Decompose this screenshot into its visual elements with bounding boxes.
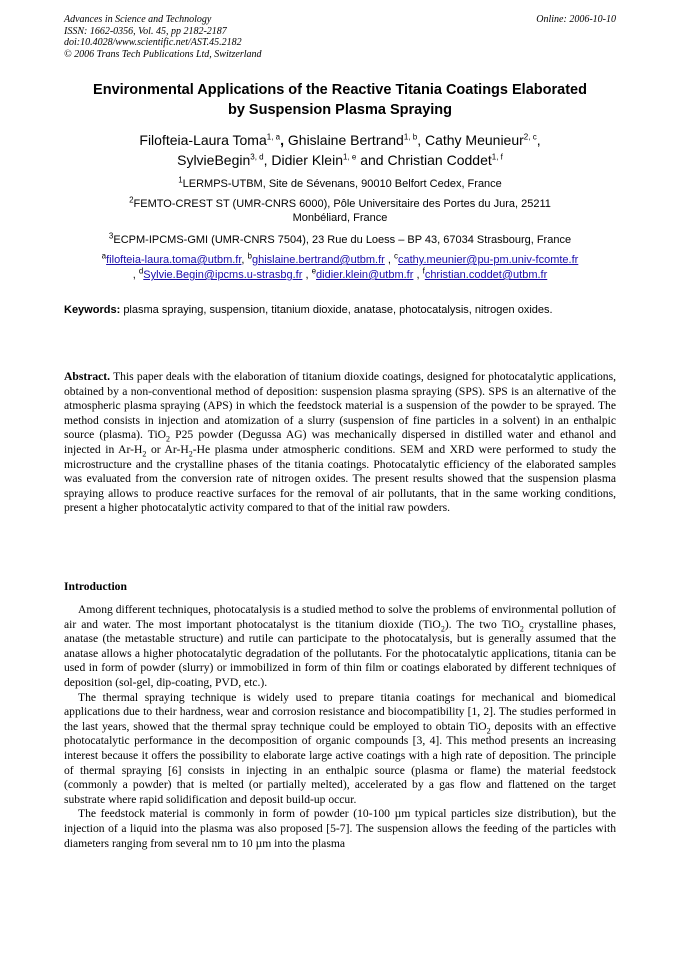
introduction-heading: Introduction [64, 580, 127, 593]
affiliation-number: 2 [129, 195, 134, 205]
intro-paragraph-3: The feedstock material is commonly in form of powder (10-100 µm typical particles size distribution), but the injection of a liquid into the plasma was also proposed [5-7]. The suspension allows the feeding of the particles with diameters ranging from several nm to 10 µm into the plasma [64, 807, 616, 850]
affiliation-3 [64, 233, 616, 247]
affiliation-text: ECPM-IPCMS-GMI (UMR-CNRS 7504), 23 Rue du Loess – BP 43, 67034 Strasbourg, France [113, 234, 572, 246]
intro-text: deposits with an effective photocatalytic performance in the decomposition of organic compounds [3, 4]. This method presents an increasing interest because it offers the possibility to elaborate large active coatings with a high rate of deposition. The principle of thermal spraying [6] consists in injecting in an enthalpic source (plasma or flame) the material feedstock (commonly a powder) that is melted (or partially melted), accelerated by a gas flow and flattened on the target substrate where rapid solidification and deposit build-up occur. [64, 719, 616, 806]
title-line-2: by Suspension Plasma Spraying [227, 102, 452, 118]
online-date: Online: 2006-10-10 [536, 14, 616, 25]
abstract-section [64, 370, 616, 516]
author-name: Christian Coddet [387, 152, 492, 168]
email-link-klein[interactable]: didier.klein@utbm.fr [316, 269, 414, 281]
affiliation-2 [64, 197, 616, 225]
abstract-text: or Ar-H [146, 442, 189, 456]
author-list: Filofteia-Laura Toma$^{1, a}$, Ghislaine Bertrand$^{1, b}$, Cathy Meunieur$^{2, c}$, SylvieBegin$^{3, d}$, Didier Klein$^{1, e}$ and Christian Coddet$^{1, f}$ [139, 132, 541, 168]
affiliation-text-cont: Monbéliard, France [292, 212, 388, 224]
intro-text: ). The two TiO [444, 617, 520, 631]
intro-paragraph-1 [64, 603, 616, 691]
abstract-text: P25 powder (Degussa AG) was mechanically dispersed in distilled water and ethanol and injected in Ar-H [64, 428, 616, 456]
email-link-toma[interactable]: filofteia-laura.toma@utbm.fr [106, 254, 242, 266]
paper-title [60, 80, 620, 120]
author-name: Cathy Meunieur [424, 132, 524, 148]
keywords-label: Keywords: [64, 304, 121, 316]
email-mark: f [422, 266, 425, 276]
author-affil-mark: 1, a [266, 132, 281, 142]
email-mark: d [138, 266, 144, 276]
intro-paragraph-2 [64, 691, 616, 808]
affiliation-1 [64, 177, 616, 191]
intro-text: Among different techniques, photocatalysis is a studied method to solve the problems of environmental pollution of air and water. The most important photocatalyst is the titanium dioxide (TiO [64, 603, 616, 631]
copyright-line: © 2006 Trans Tech Publications Ltd, Switzerland [64, 48, 262, 60]
author-conjunction: and [360, 152, 384, 168]
author-name: Filofteia-Laura Toma [139, 132, 267, 148]
intro-text: crystalline phases, anatase (the metastable structure) and rutile can participate to the photocatalysis, but is generally assumed that the anatase allows a higher photocatalytic degradation of the pollutants. For the photocatalytic applications, titania can be used in form of powder (slurry) or immobilized in form of thin film or coatings elaborated by different techniques of deposition (sol-gel, dip-coating, PVD, etc.). [64, 617, 616, 689]
email-link-coddet[interactable]: christian.coddet@utbm.fr [424, 269, 548, 281]
affiliation-text: LERMPS-UTBM, Site de Sévenans, 90010 Belfort Cedex, France [182, 178, 502, 190]
doi-line: doi:10.4028/www.scientific.net/AST.45.2182 [64, 37, 242, 48]
email-link-meunier[interactable]: cathy.meunier@pu-pm.univ-fcomte.fr [398, 254, 579, 266]
affiliation-text: FEMTO-CREST ST (UMR-CNRS 6000), Pôle Universitaire des Portes du Jura, 25211 [133, 198, 551, 210]
author-affil-mark: 3, d [250, 152, 264, 162]
email-mark: c [394, 251, 398, 261]
author-affil-mark: 1, f [491, 152, 503, 162]
author-name: SylvieBegin [177, 152, 251, 168]
journal-name: Advances in Science and Technology [64, 14, 212, 25]
affiliation-number: 3 [108, 231, 114, 241]
abstract-label: Abstract. [64, 370, 111, 383]
keywords-text: plasma spraying, suspension, titanium dioxide, anatase, photocatalysis, nitrogen oxides. [123, 304, 553, 316]
author-affil-mark: 2, c [523, 132, 537, 142]
email-mark: a [101, 251, 107, 261]
subscript: 2 [486, 726, 491, 736]
subscript: 2 [440, 623, 445, 633]
author-affil-mark: 1, b [403, 132, 418, 142]
email-mark: e [311, 266, 317, 276]
introduction-section [64, 603, 616, 851]
subscript: 2 [166, 434, 171, 444]
subscript: 2 [142, 449, 147, 459]
author-name: Ghislaine Bertrand [287, 132, 404, 148]
author-affil-mark: 1, e [342, 152, 357, 162]
email-link-bertrand[interactable]: ghislaine.bertrand@utbm.fr [251, 254, 385, 266]
affiliation-number: 1 [178, 175, 183, 185]
abstract-text: This paper deals with the elaboration of titanium dioxide coatings, designed for photocatalytic applications, obtained by a non-conventional method of deposition: suspension plasma spraying (SPS). SPS is an alternative of the atmospheric plasma spraying (APS) in which the feedstock material is a suspension of the powder to be sprayed. The method consists in injection and atomization of a slurry (suspension of fine particles in a solvent) in an enthalpic source (plasma). TiO [64, 370, 616, 442]
title-line-1: Environmental Applications of the Reactive Titania Coatings Elaborated [93, 82, 587, 98]
email-link-begin[interactable]: Sylvie.Begin@ipcms.u-strasbg.fr [143, 269, 303, 281]
subscript: 2 [188, 449, 193, 459]
abstract-text: -He plasma under atmospheric conditions. SEM and XRD were performed to study the microstructure and the crystalline phases of the titania coatings. Photocatalytic efficiency of the elaborated samples was evaluated from the conversion rate of nitrogen oxides. The present results showed that the suspension plasma spraying allows to produce reactive surfaces for the removal of air pollutants, that in the same working conditions, present a higher photocatalytic activity compared to that of the initial raw powders. [64, 442, 616, 515]
author-emails: $^a$filofteia-laura.toma@utbm.fr, $^b$ghislaine.bertrand@utbm.fr , $^c$cathy.meunier@pu-pm.univ-fcomte.fr , $^d$Sylvie.Begin@ipcms.u-strasbg.fr , $^e$didier.klein@utbm.fr , $^f$christian.coddet@utbm.fr [101, 251, 579, 281]
abstract-paragraph [64, 370, 616, 516]
subscript: 2 [519, 623, 524, 633]
issn-line: ISSN: 1662-0356, Vol. 45, pp 2182-2187 [64, 25, 227, 37]
author-name: Didier Klein [271, 152, 343, 168]
journal-header [64, 14, 616, 60]
intro-text: The thermal spraying technique is widely used to prepare titania coatings for mechanical and biomedical applications due to their hardness, wear and corrosion resistance and biocompatibility [1, 2]. The studies performed in the last years, showed that the thermal spray technique could be employed to obtain TiO [64, 690, 616, 733]
keywords-section [64, 303, 616, 317]
email-mark: b [247, 251, 252, 261]
